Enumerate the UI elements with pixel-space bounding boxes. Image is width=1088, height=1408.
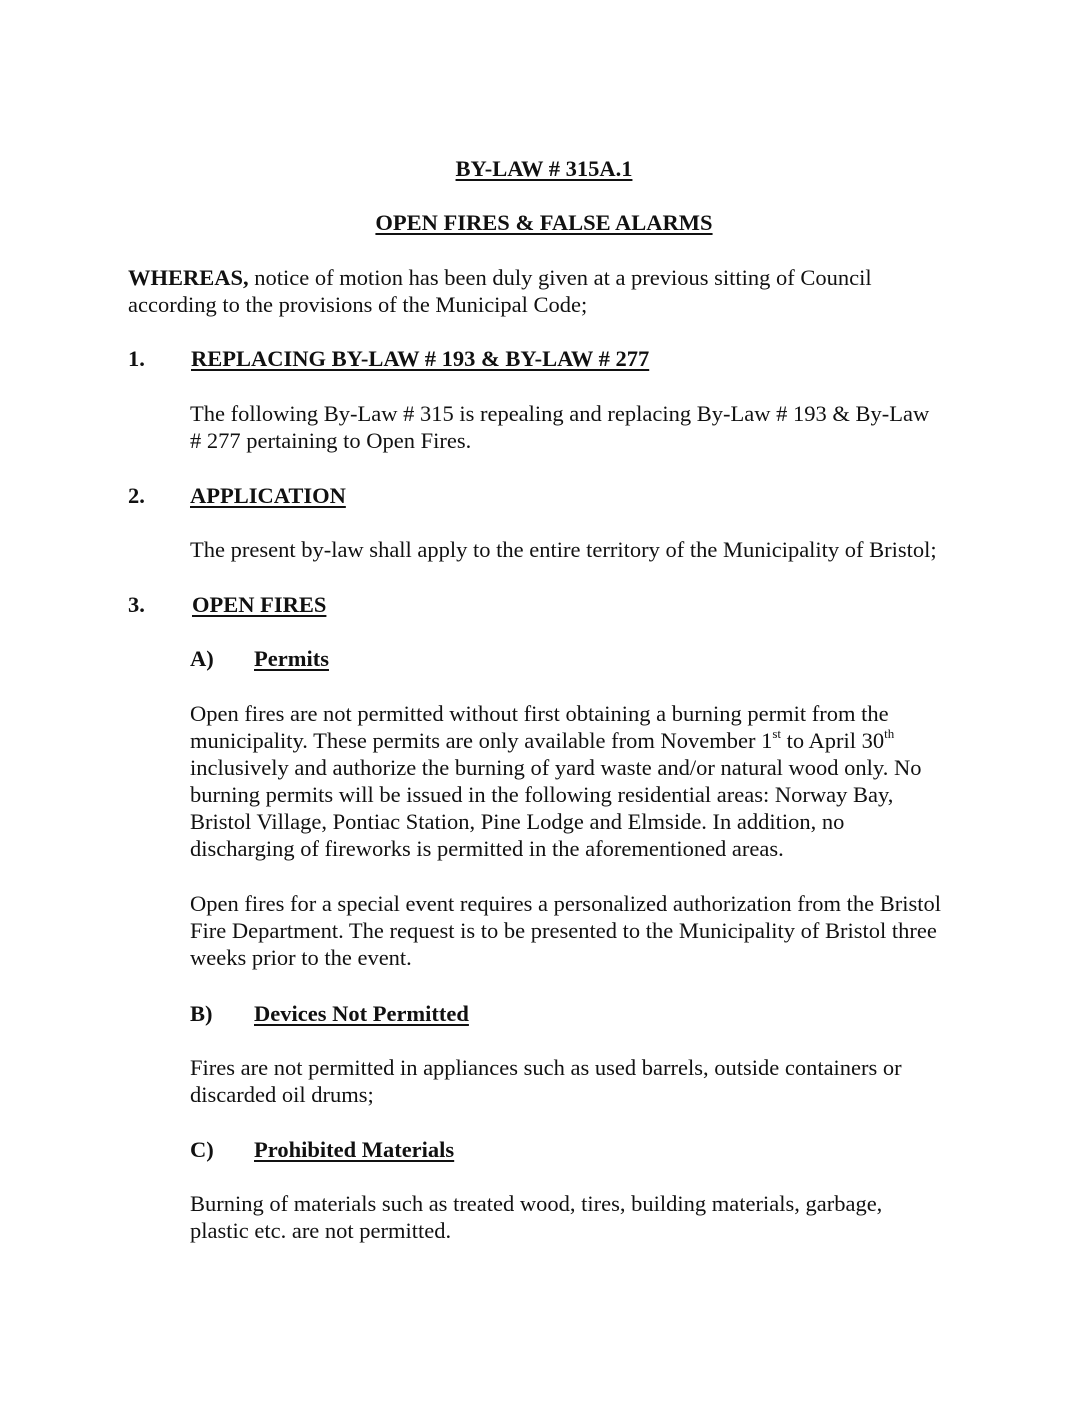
devices-line: discarded oil drums;: [190, 1082, 374, 1107]
permits-line-3: inclusively and authorize the burning of yard waste and/or natural wood only. No: [190, 755, 922, 780]
subsection-a-paragraph-1: [190, 700, 965, 862]
ordinal-suffix: st: [772, 725, 781, 741]
section-3-heading: OPEN FIRES: [192, 592, 327, 617]
section-1-body: [190, 400, 965, 454]
subsection-a-heading: Permits: [254, 646, 329, 671]
subsection-b-heading: Devices Not Permitted: [254, 1001, 469, 1026]
permits-line-5: Bristol Village, Pontiac Station, Pine Lodge and Elmside. In addition, no: [190, 809, 845, 834]
section-3-number: 3.: [128, 592, 145, 617]
document-title: BY-LAW # 315A.1: [455, 156, 633, 181]
permits-line-2b: to April 30: [781, 728, 885, 753]
ordinal-suffix: th: [884, 725, 895, 741]
subsection-a-letter: A): [190, 646, 214, 671]
whereas-line-2: according to the provisions of the Municipal Code;: [128, 292, 588, 317]
section-1-number: 1.: [128, 346, 145, 371]
whereas-line-1: notice of motion has been duly given at a previous sitting of Council: [248, 265, 872, 290]
permits-line-2: [190, 727, 965, 754]
section-1-line: # 277 pertaining to Open Fires.: [190, 428, 472, 453]
section-2-line: The present by-law shall apply to the entire territory of the Municipality of Bristol;: [190, 537, 937, 562]
special-event-line: Open fires for a special event requires a personalized authorization from the Bristol: [190, 891, 941, 916]
permits-line-4: burning permits will be issued in the following residential areas: Norway Bay,: [190, 782, 894, 807]
whereas-lead: WHEREAS,: [128, 265, 249, 290]
special-event-line: Fire Department. The request is to be presented to the Municipality of Bristol three: [190, 918, 937, 943]
devices-line: Fires are not permitted in appliances such as used barrels, outside containers or: [190, 1055, 902, 1080]
subsection-b-letter: B): [190, 1001, 213, 1026]
section-2-heading: APPLICATION: [190, 483, 346, 508]
section-1-line: The following By-Law # 315 is repealing and replacing By-Law # 193 & By-Law: [190, 401, 930, 426]
permits-line-1: Open fires are not permitted without first obtaining a burning permit from the: [190, 701, 889, 726]
subsection-c-body: [190, 1190, 965, 1244]
subsection-c-letter: C): [190, 1137, 214, 1162]
permits-line-6: discharging of fireworks is permitted in the aforementioned areas.: [190, 836, 784, 861]
section-2-number: 2.: [128, 483, 145, 508]
materials-line: Burning of materials such as treated wood, tires, building materials, garbage,: [190, 1191, 883, 1216]
whereas-clause: [128, 264, 903, 318]
permits-line-2a: municipality. These permits are only available from November 1: [190, 728, 773, 753]
section-1-heading: REPLACING BY-LAW # 193 & BY-LAW # 277: [191, 346, 650, 371]
special-event-line: weeks prior to the event.: [190, 945, 412, 970]
subsection-c-heading: Prohibited Materials: [254, 1137, 455, 1162]
document-subtitle: OPEN FIRES & FALSE ALARMS: [375, 210, 713, 235]
subsection-a-paragraph-2: [190, 890, 965, 971]
subsection-b-body: [190, 1054, 965, 1108]
section-2-body: [190, 536, 965, 563]
materials-line: plastic etc. are not permitted.: [190, 1218, 452, 1243]
